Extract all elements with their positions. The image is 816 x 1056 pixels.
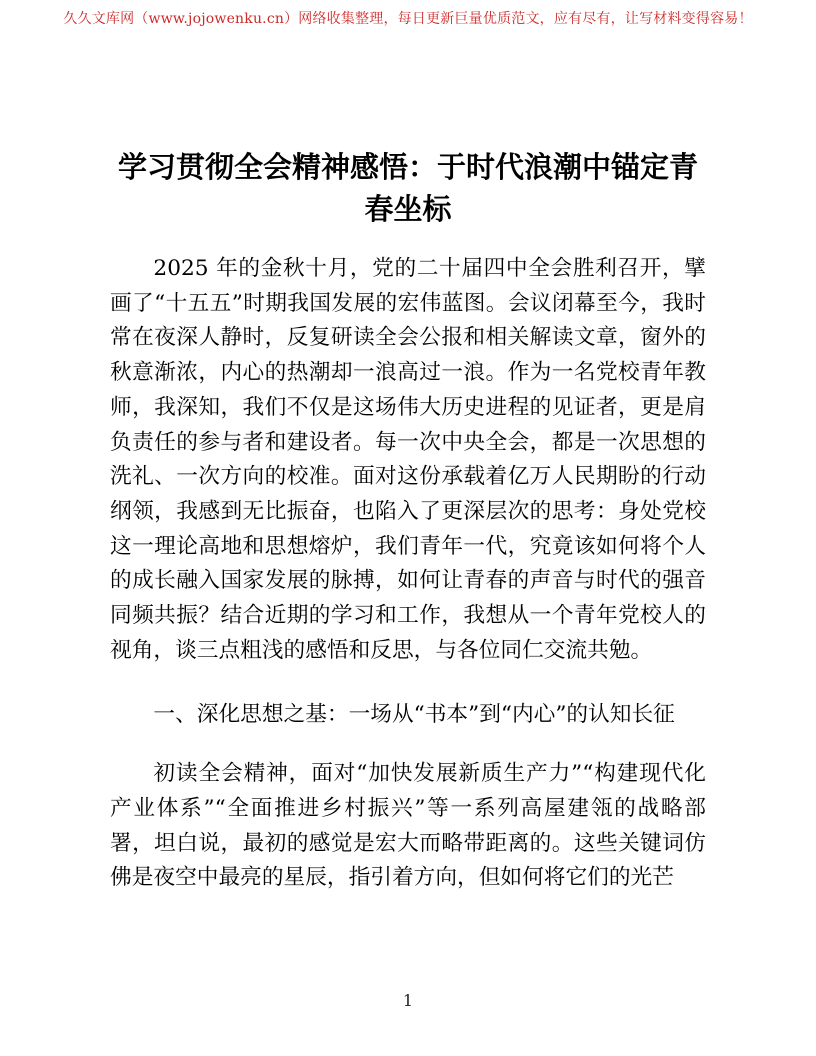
document-header-notice: 久久文库网（www.jojowenku.cn）网络收集整理，每日更新巨量优质范文，应有尽有，让写材料变得容易！	[63, 11, 753, 27]
section-heading: 一、深化思想之基：一场从“书本”到“内心”的认知长征	[153, 702, 675, 728]
document-title: 学习贯彻全会精神感悟：于时代浪潮中锚定青春坐标	[117, 150, 698, 226]
body-paragraph: 初读全会精神，面对“加快发展新质生产力”“构建现代化产业体系”“全面推进乡村振兴”等一系列高屋建瓴的战略部署，坦白说，最初的感觉是宏大而略带距离的。这些关键词仿佛是夜空中最亮的星辰，指引着方向，但如何将它们的光芒	[110, 761, 706, 891]
body-paragraph: 2025 年的金秋十月，党的二十届四中全会胜利召开，擘画了“十五五”时期我国发展的宏伟蓝图。会议闭幕至今，我时常在夜深人静时，反复研读全会公报和相关解读文章，窗外的秋意渐浓，内心的热潮却一浪高过一浪。作为一名党校青年教师，我深知，我们不仅是这场伟大历史进程的见证者，更是肩负责任的参与者和建设者。每一次中央全会，都是一次思想的洗礼、一次方向的校准。面对这份承载着亿万人民期盼的行动纲领，我感到无比振奋，也陷入了更深层次的思考：身处党校这一理论高地和思想熔炉，我们青年一代，究竟该如何将个人的成长融入国家发展的脉搏，如何让青春的声音与时代的强音同频共振？结合近期的学习和工作，我想从一个青年党校人的视角，谈三点粗浅的感悟和反思，与各位同仁交流共勉。	[110, 256, 706, 663]
page-number: 1	[402, 991, 414, 1010]
document-content	[110, 0, 706, 896]
